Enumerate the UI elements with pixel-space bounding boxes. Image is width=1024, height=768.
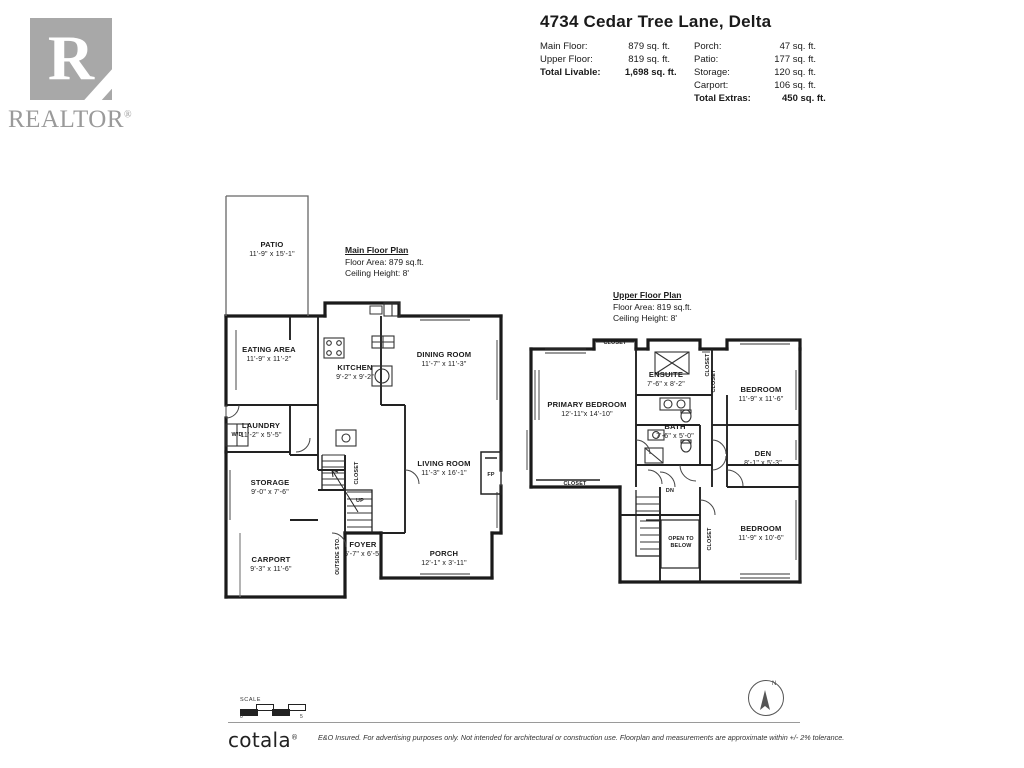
scale-numbers (240, 714, 304, 722)
closet-label-upper-1: CLOSET (603, 340, 627, 346)
closet-label-upper-2: CLOSET (705, 353, 711, 377)
stat-value: 1,698 sq. ft. (624, 67, 677, 78)
room-label-living-room (405, 459, 483, 479)
room-dim: 11'-3" x 16'-1" (421, 470, 467, 477)
laundry-wd-label: W/D (231, 432, 243, 438)
room-label-storage (238, 478, 302, 498)
room-dim: 5'-7" x 6'-5" (344, 551, 382, 558)
room-name: BATH (664, 422, 686, 431)
cotala-text: cotala (228, 728, 291, 752)
stat-value: 106 sq. ft. (774, 80, 816, 91)
room-dim: 11'-9" x 11'-6" (738, 396, 784, 403)
realtor-wordmark-sup: ® (124, 109, 133, 121)
room-name: KITCHEN (337, 363, 373, 372)
room-name: LIVING ROOM (417, 459, 471, 468)
stat-label: Total Livable: (540, 67, 601, 78)
stairs-up-label: UP (356, 498, 364, 504)
scale-min: 0 (240, 714, 243, 720)
closet-label-main: CLOSET (354, 461, 360, 485)
cotala-logo (228, 728, 298, 752)
room-dim: 11'-9" x 15'-1" (249, 251, 295, 258)
scale-caption: SCALE (240, 697, 262, 703)
stat-label: Storage: (694, 67, 730, 78)
room-dim: 11'-2" x 5'-5" (240, 432, 282, 439)
room-dim: 9'-3" x 11'-6" (250, 566, 292, 573)
room-label-bath (651, 422, 699, 442)
room-name: EATING AREA (242, 345, 296, 354)
stat-value: 450 sq. ft. (782, 93, 826, 104)
stat-label: Main Floor: (540, 41, 588, 52)
closet-label-upper-4: CLOSET (563, 481, 587, 487)
room-dim: 7'-6" x 8'-2" (647, 381, 685, 388)
room-name: ENSUITE (648, 370, 684, 379)
room-name: PRIMARY BEDROOM (547, 400, 627, 409)
disclaimer-text: E&O Insured. For advertising purposes only. Not intended for architectural or construction use. Floorplan and measurements are approximate within +/- 2% tolerance. (318, 733, 845, 742)
scale-segment (288, 704, 306, 711)
room-dim: 11'-9" x 11'-2" (246, 356, 292, 363)
note-line-2: Ceiling Height: 8' (613, 313, 677, 323)
scale-bar (240, 697, 310, 722)
room-dim: 7'-6" x 5'-0" (656, 433, 694, 440)
realtor-wordmark-text: REALTOR (8, 106, 125, 133)
room-label-eating-area (228, 345, 310, 365)
room-dim: 12'-11"x 14'-10" (561, 411, 613, 418)
scale-ticks (240, 704, 304, 714)
stat-label: Carport: (694, 80, 729, 91)
room-label-primary-bedroom (539, 400, 635, 420)
room-label-bedroom-2 (724, 385, 798, 405)
page-title: 4734 Cedar Tree Lane, Delta (540, 12, 772, 31)
room-name: DEN (754, 449, 772, 458)
note-line-1: Floor Area: 819 sq.ft. (613, 302, 692, 312)
room-label-ensuite (636, 370, 696, 390)
room-label-carport (238, 555, 304, 575)
room-label-den (730, 449, 796, 469)
stat-label: Patio: (694, 54, 719, 65)
cotala-sup: ® (290, 733, 299, 742)
closet-label-upper-3: CLOSET (711, 369, 717, 393)
scale-max: 5 (300, 714, 303, 720)
footer-divider (228, 722, 800, 723)
room-name: STORAGE (250, 478, 290, 487)
compass-circle (748, 680, 784, 716)
compass-rose (748, 680, 784, 716)
note-title: Upper Floor Plan (613, 290, 682, 300)
room-name: FOYER (349, 540, 377, 549)
stat-value: 177 sq. ft. (774, 54, 816, 65)
stat-value: 879 sq. ft. (628, 41, 670, 52)
stat-value: 120 sq. ft. (774, 67, 816, 78)
room-name: CARPORT (251, 555, 291, 564)
room-dim: 9'-0" x 7'-6" (251, 489, 289, 496)
note-line-2: Ceiling Height: 8' (345, 268, 409, 278)
room-dim: 11'-9" x 10'-6" (738, 535, 784, 542)
room-dim: 9'-2" x 9'-2" (336, 374, 374, 381)
stat-label: Upper Floor: (540, 54, 593, 65)
room-dim: 12'-1" x 3'-11" (421, 560, 467, 567)
room-label-laundry (228, 421, 294, 441)
open-to-below-label: OPEN TO BELOW (668, 536, 694, 549)
compass-north-label: N (772, 681, 777, 687)
room-label-foyer (340, 540, 386, 560)
stat-label: Porch: (694, 41, 722, 52)
room-name: PATIO (260, 240, 284, 249)
outside-storage-label: OUTSIDE STO. (335, 537, 341, 575)
room-dim: 8'-1" x 5'-3" (744, 460, 782, 467)
room-name: BEDROOM (740, 524, 782, 533)
room-label-porch (405, 549, 483, 569)
note-line-1: Floor Area: 879 sq.ft. (345, 257, 424, 267)
stat-label: Total Extras: (694, 93, 751, 104)
room-name: LAUNDRY (241, 421, 281, 430)
room-name: PORCH (429, 549, 459, 558)
stat-value: 47 sq. ft. (779, 41, 816, 52)
room-name: DINING ROOM (416, 350, 472, 359)
room-label-patio (232, 240, 312, 260)
room-name: BEDROOM (740, 385, 782, 394)
closet-label-upper-5: CLOSET (707, 527, 713, 551)
room-label-bedroom-3 (724, 524, 798, 544)
stairs-down-label: DN (665, 488, 675, 494)
stat-value: 819 sq. ft. (628, 54, 670, 65)
room-label-kitchen (332, 363, 378, 383)
note-title: Main Floor Plan (345, 245, 409, 255)
room-dim: 11'-7" x 11'-3" (421, 361, 467, 368)
fireplace-label: FP (487, 472, 495, 478)
room-label-dining-room (405, 350, 483, 370)
realtor-logo-letter: R (47, 22, 95, 93)
